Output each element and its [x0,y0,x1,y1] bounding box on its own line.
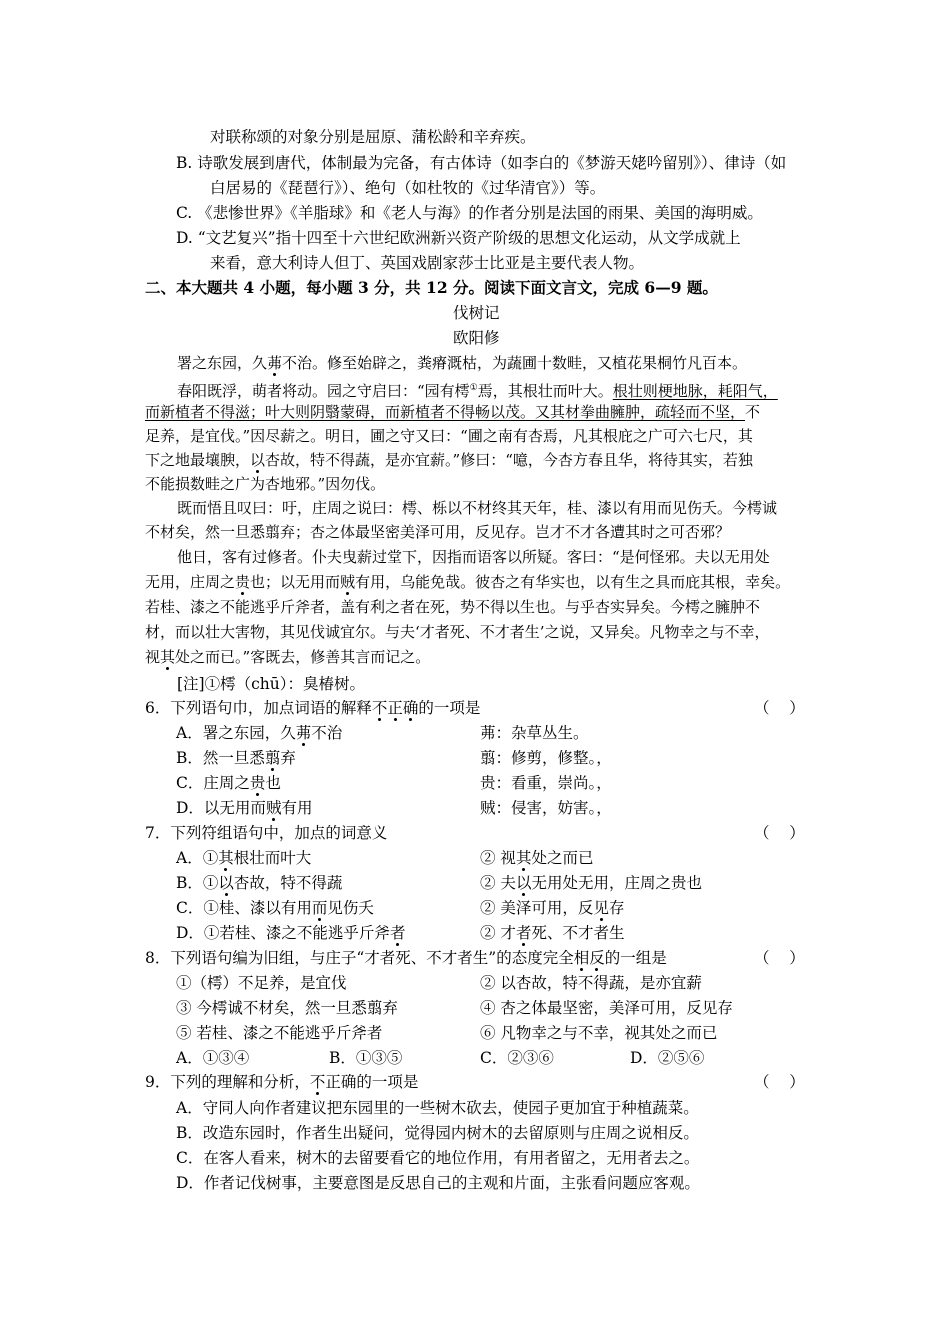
q6-option-d: D．以无用而贼有用 [176,799,313,817]
question-9-stem: 9．下列的理解和分析，不正确的一项是 [145,1073,419,1091]
text-line: 白居易的《琵琶行》）、绝句（如杜牧的《过华清官》）等。 [210,179,606,197]
q9-option-d: D．作者记伐树事，主要意图是反思自己的主观和片面，主张看问题应客观。 [176,1174,700,1192]
q7-option-d-pair: ② 才者死、不才者生 [480,924,625,942]
q6-option-c-gloss: 贵：看重，崇尚。， [480,774,612,792]
q9-option-a: A．守同人向作者建议把东园里的一些树木砍去，使园子更加宜于种植蔬菜。 [176,1099,699,1117]
footnote: [注]①樗（chū）：臭椿树。 [177,675,365,693]
q8-item: ①（樗）不足养，是宜伐 [176,974,347,992]
dotted-word: 以 [250,451,266,469]
q8-choice-c: C．②③⑥ [480,1049,554,1067]
article-line: 不材矣，然一旦悉翦弃；杏之体最坚密美泽可用，反见存。岂才不才各遭其时之可否邪？ [145,523,731,541]
article-line: 视其处之而已。”客既去，修善其言而记之。 [145,648,431,666]
article-line: 若桂、漆之不能逃乎斤斧者，盖有利之者在死，势不得以生也。与乎杏实异矣。今樗之臃肿不 [145,598,761,616]
q8-item: ⑥ 凡物幸之与不幸，视其处之而已 [480,1024,718,1042]
q8-choice-b: B．①③⑤ [329,1049,403,1067]
article-author: 欧阳修 [453,329,500,347]
q8-item: ② 以杏故，特不得蔬，是亦宜薪 [480,974,702,992]
q7-option-a-pair: ② 视其处之而已 [480,849,594,867]
q7-option-d: D．①若桂、漆之不能逃乎斤斧者 [176,924,406,942]
q8-choice-a: A．①③④ [176,1049,250,1067]
answer-blank: （ ） [754,699,805,717]
question-7-stem: 7．下列符组语句中，加点的词意义 [145,824,388,842]
answer-blank: （ ） [754,1073,805,1091]
question-6-stem: 6．下列语句巾，加点词语的解释不正确的一项是 [145,699,481,717]
article-paragraph: 春阳既浮，萌者将动。园之守启曰：“园有樗①焉，其根壮而叶大。根壮则梗地脉，耗阳气， [177,382,778,400]
dotted-word: 贼 [340,573,356,591]
q6-option-c: C．庄周之贵也 [176,774,281,792]
q7-option-b-pair: ② 夫以无用处无用，庄周之贵也 [480,874,702,892]
footnote-marker: ① [469,383,478,393]
option-c-line: C. 《悲惨世界》《羊脂球》和《老人与海》的作者分别是法国的雨果、美国的海明威。 [176,204,763,222]
q9-option-c: C．在客人看来，树木的去留要看它的地位作用，有用者留之，无用者去之。 [176,1149,700,1167]
q7-option-a: A．①其根壮而叶大 [176,849,312,867]
dotted-word: 贵 [235,573,251,591]
q7-option-b: B．①以杏故，特不得蔬 [176,874,343,892]
answer-blank: （ ） [754,949,805,967]
q6-option-b-gloss: 翦：修剪，修整。， [480,749,612,767]
underlined-sentence: 根壮则梗地脉，耗阳气， [612,382,778,400]
article-title: 伐树记 [453,304,500,322]
q9-option-b: B．改造东园时，作者生出疑问，觉得园内树木的去留原则与庄周之说相反。 [176,1124,699,1142]
q8-item: ⑤ 若桂、漆之不能逃乎斤斧者 [176,1024,383,1042]
article-line: 材，而以壮大害物，其见伐诚宜尔。与夫‘才者死、不才者生’之说，又异矣。凡物幸之与不幸， [145,623,770,641]
article-paragraph: 他日，客有过修者。仆夫曳薪过堂下，因指而语客以所疑。客曰：“是何怪邪。夫以无用处 [177,548,770,566]
q8-item: ③ 今樗诚不材矣，然一旦悉翦弃 [176,999,398,1017]
option-b-line: B. 诗歌发展到唐代，体制最为完备，有古体诗（如李白的《梦游天姥吟留别》）、律诗（如 [176,154,787,172]
question-8-stem: 8．下列语句编为旧组，与庄子“才者死、不才者生”的态度完全相反的一组是 [145,949,667,967]
article-paragraph: 既而悟且叹曰：吁，庄周之说曰：樗、栎以不材终其天年，桂、漆以有用而见伤夭。今樗诚 [177,499,778,517]
article-line: 而新植者不得滋；叶大则阴翳蒙碍，而新植者不得畅以茂。又其材拳曲臃肿，疏轻而不坚，不 [145,403,761,421]
q6-option-a: A．署之东园，久茀不治 [176,724,343,742]
answer-blank: （ ） [754,824,805,842]
text-line: 来看，意大利诗人但丁、英国戏剧家莎士比亚是主要代表人物。 [210,254,645,272]
q6-option-d-gloss: 贼：侵害，妨害。， [480,799,612,817]
q7-option-c-pair: ② 美泽可用，反见存 [480,899,625,917]
dotted-word: 其 [160,648,176,666]
q7-option-c: C．①桂、漆以有用而见伤夭 [176,899,374,917]
article-paragraph: 署之东园，久茀不治。修至始辟之，粪瘠溉枯，为蔬圃十数畦，又植花果桐竹凡百本。 [177,354,748,372]
article-line: 下之地最壤腴，以杏故，特不得蔬，是亦宜薪。”修曰：“噫，今杏方春且华，将待其实，若独 [145,451,753,469]
section-heading: 二、本大题共 4 小题，每小题 3 分，共 12 分。阅读下面文言文，完成 6—9 题。 [145,278,718,297]
dotted-word: 茀 [267,354,283,372]
article-line: 无用，庄周之贵也；以无用而贼有用，乌能免哉。彼杏之有华实也，以有生之具而庇其根，幸矣。 [145,573,791,591]
q8-choice-d: D．②⑤⑥ [630,1049,705,1067]
text-line: 对联称颂的对象分别是屈原、蒲松龄和辛弃疾。 [210,128,536,146]
q6-option-a-gloss: 茀：杂草丛生。 [480,724,589,742]
article-line: 不能损数畦之广为杏地邪。”因勿伐。 [145,475,386,493]
q8-item: ④ 杏之体最坚密，美泽可用，反见存 [480,999,733,1017]
article-line: 足养，是宜伐。”因尽薪之。明日，圃之守又曰：“圃之南有杏焉，凡其根庇之广可六七尺，其 [145,427,753,445]
underlined-sentence: 而新植者不得滋；叶大则阴翳蒙碍，而新植者不得畅以茂。又其材拳曲臃肿，疏轻而不坚， [145,403,746,421]
option-d-line: D. “文艺复兴”指十四至十六世纪欧洲新兴资产阶级的思想文化运动，从文学成就上 [176,229,741,247]
q6-option-b: B．然一旦悉翦弃 [176,749,296,767]
